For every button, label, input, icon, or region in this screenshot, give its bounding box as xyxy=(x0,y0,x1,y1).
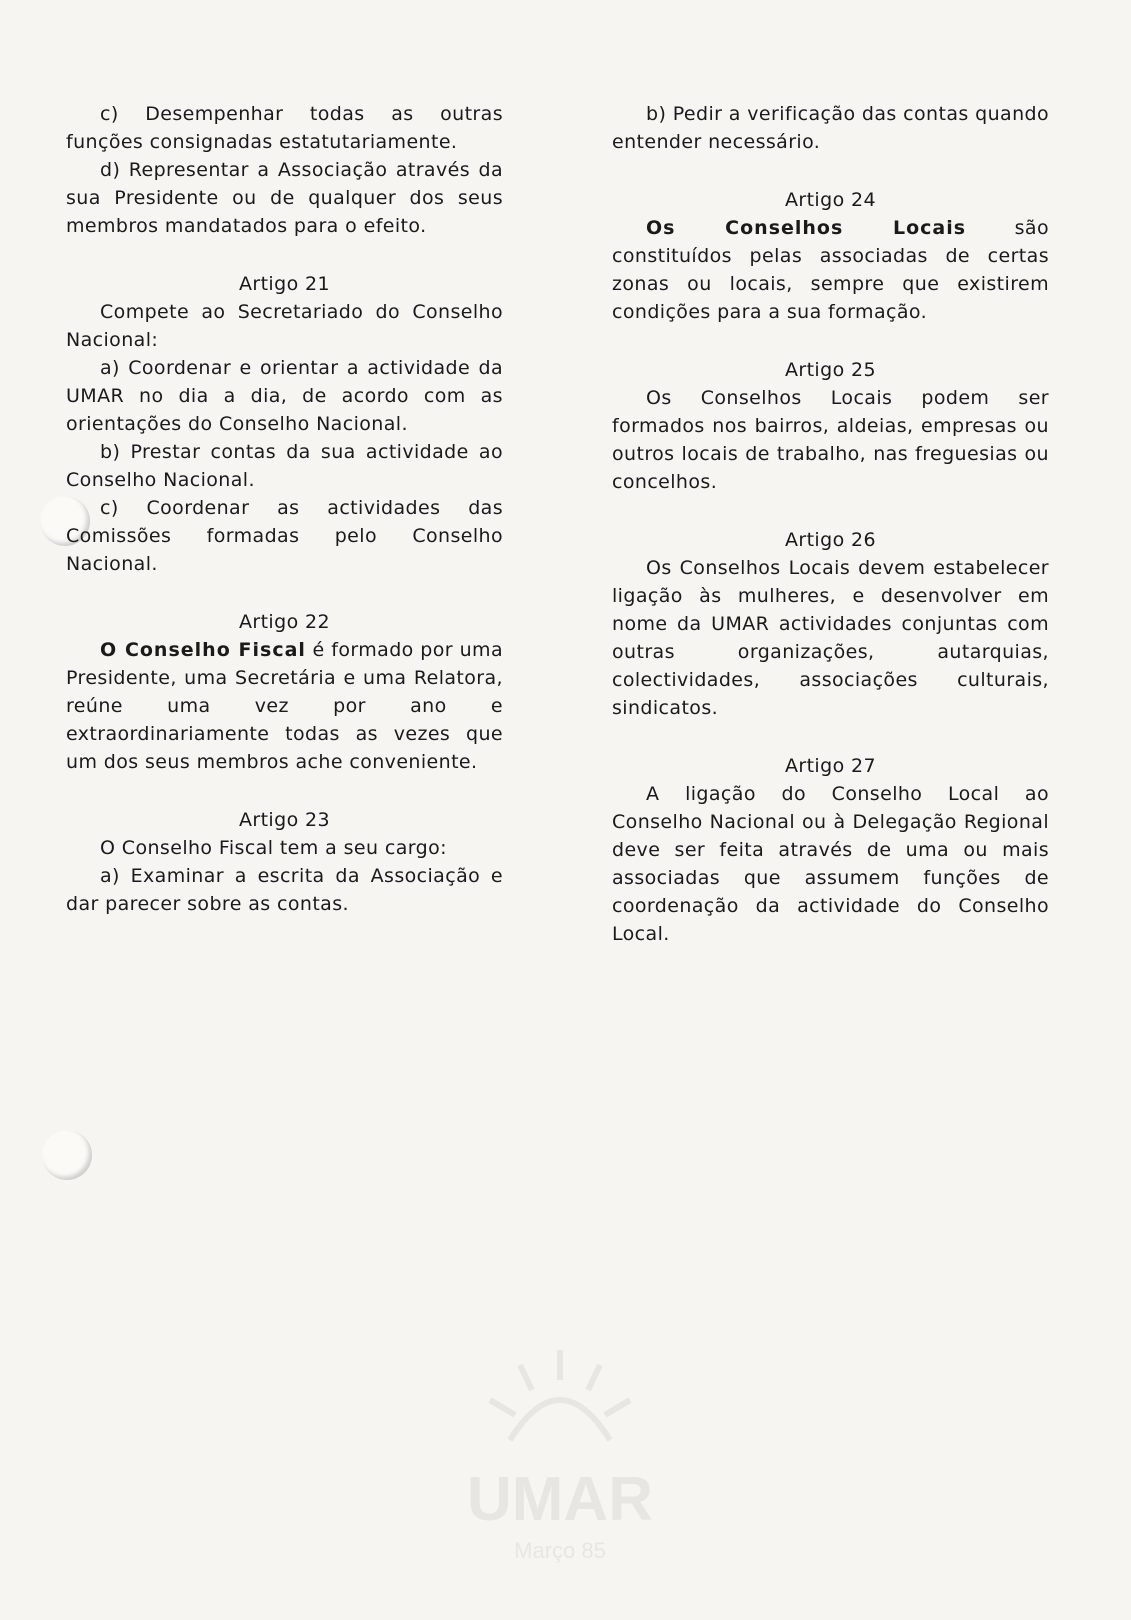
paragraph: c) Desempenhar todas as outras funções consignadas estatutariamente. xyxy=(66,103,503,153)
left-column xyxy=(66,100,503,918)
paragraph: Os Conselhos Locais podem ser formados nos bairros, aldeias, empresas ou outros locais de trabalho, nas freguesias ou concelhos. xyxy=(612,387,1049,493)
article-heading: Artigo 21 xyxy=(238,273,331,295)
paragraph: A ligação do Conselho Local ao Conselho Nacional ou à Delegação Regional deve ser feita através de uma ou mais associadas que assumem funções de coordenação da actividade do Conselho Local. xyxy=(612,783,1049,945)
paragraph-text: são constituídos pelas associadas de certas zonas ou locais, sempre que existirem condições para a sua formação. xyxy=(612,217,1049,323)
logo-subtext: Março 85 xyxy=(514,1538,606,1563)
article-heading: Artigo 25 xyxy=(784,359,877,381)
paragraph: O Conselho Fiscal tem a seu cargo: xyxy=(100,837,447,859)
paragraph: Os Conselhos Locais devem estabelecer ligação às mulheres, e desenvolver em nome da UMAR actividades conjuntas com outras organizações, autarquias, colectividades, associações culturais, sindicatos. xyxy=(612,557,1049,719)
paragraph: d) Representar a Associação através da sua Presidente ou de qualquer dos seus membros mandatados para o efeito. xyxy=(66,159,503,237)
right-column xyxy=(612,100,1049,948)
bold-term: O Conselho Fiscal xyxy=(100,639,306,661)
article-heading: Artigo 26 xyxy=(784,529,877,551)
paragraph: Compete ao Secretariado do Conselho Nacional: xyxy=(66,301,503,351)
article-heading: Artigo 22 xyxy=(238,611,331,633)
article-heading: Artigo 27 xyxy=(784,755,877,777)
article-heading: Artigo 24 xyxy=(784,189,877,211)
paragraph xyxy=(612,214,1049,326)
bold-term: Os Conselhos Locais xyxy=(646,217,967,239)
paragraph xyxy=(66,636,503,776)
paragraph: b) Prestar contas da sua actividade ao Conselho Nacional. xyxy=(66,441,503,491)
paragraph: a) Coordenar e orientar a actividade da UMAR no dia a dia, de acordo com as orientações do Conselho Nacional. xyxy=(66,357,503,435)
paragraph-text: é formado por uma Presidente, uma Secretária e uma Relatora, reúne uma vez por ano e extraordinariamente todas as vezes que um dos seus membros ache conveniente. xyxy=(66,639,503,773)
article-heading: Artigo 23 xyxy=(238,809,331,831)
punch-hole xyxy=(42,1130,92,1180)
logo-text: UMAR xyxy=(467,1465,653,1534)
umar-logo-watermark xyxy=(430,1320,690,1570)
paragraph: a) Examinar a escrita da Associação e dar parecer sobre as contas. xyxy=(66,865,503,915)
paragraph: b) Pedir a verificação das contas quando entender necessário. xyxy=(612,103,1049,153)
paragraph: c) Coordenar as actividades das Comissões formadas pelo Conselho Nacional. xyxy=(66,497,503,575)
